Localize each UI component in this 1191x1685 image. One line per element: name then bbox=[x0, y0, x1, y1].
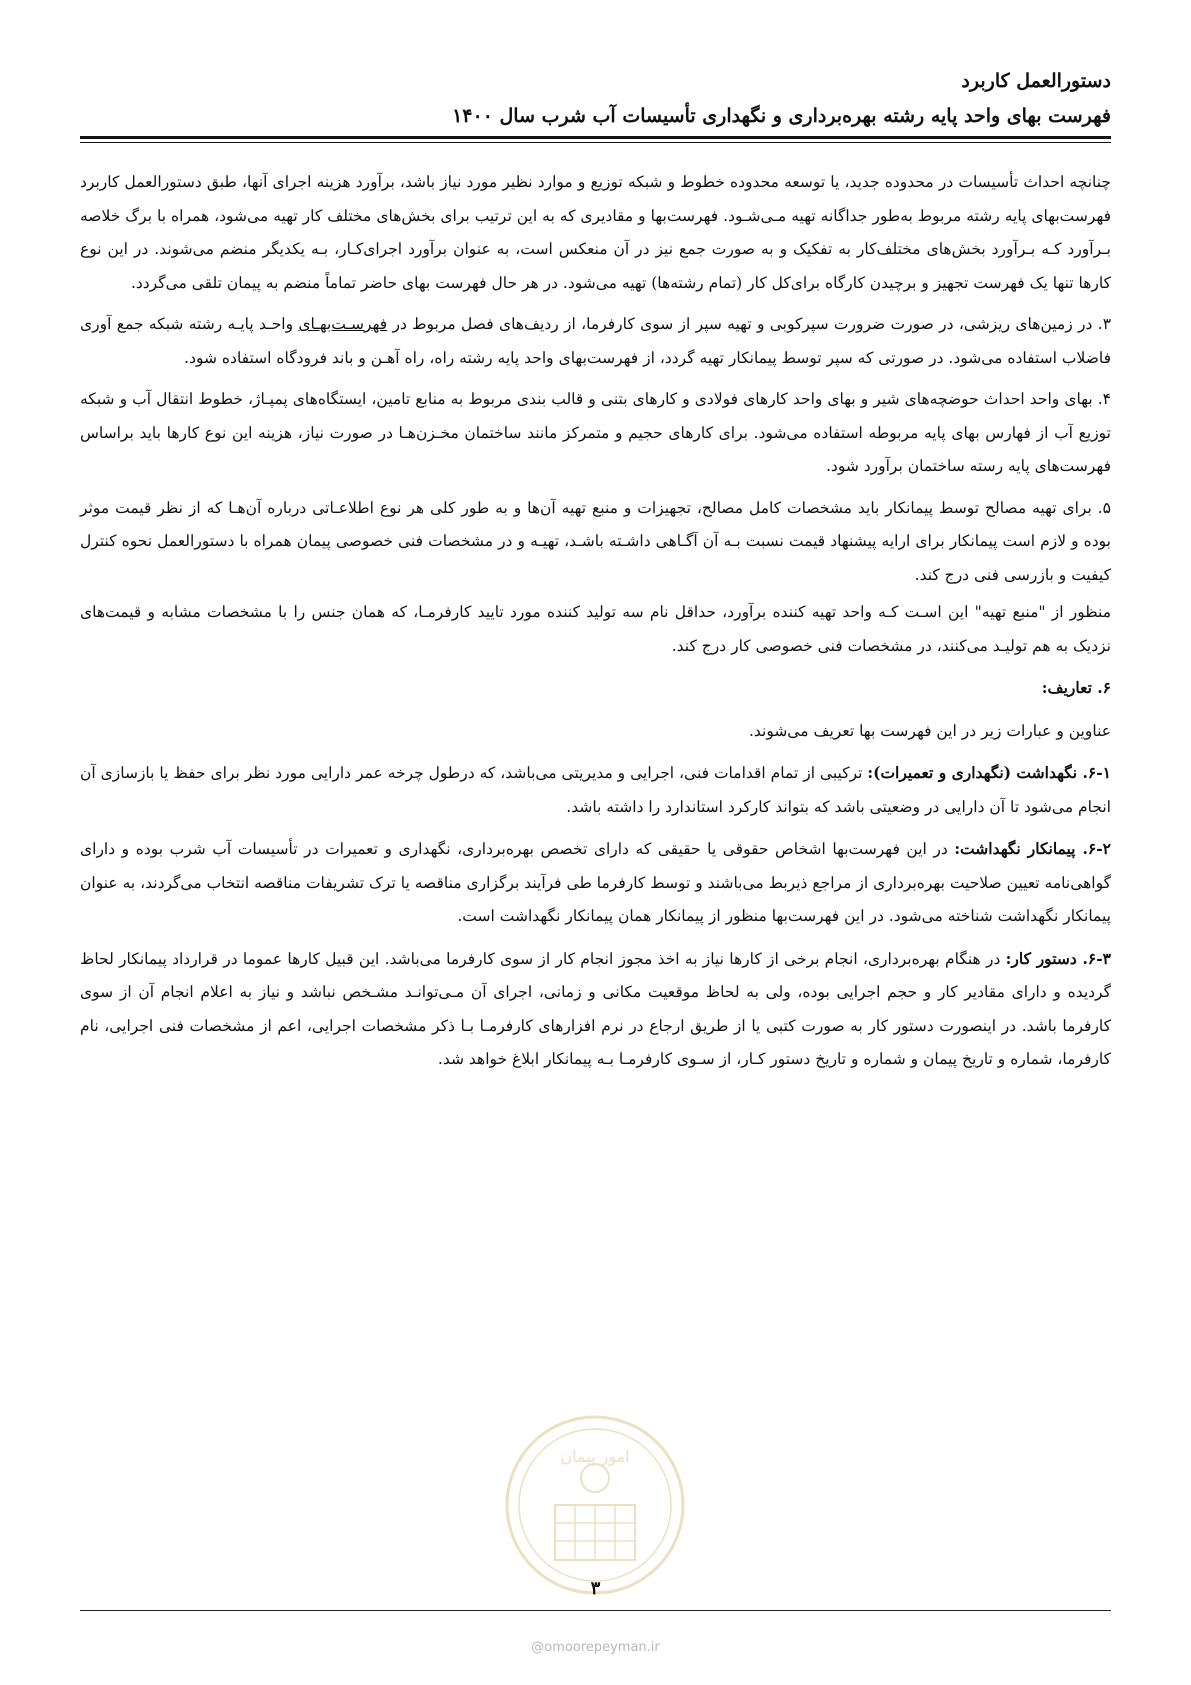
body-text bbox=[80, 166, 1111, 1085]
header-subtitle: فهرست بهای واحد پایه رشته بهره‌برداری و نگهداری تأسیسات آب شرب سال ۱۴۰۰ bbox=[452, 105, 1111, 127]
watermark-seal-logo bbox=[500, 1410, 690, 1600]
header-title: دستورالعمل کاربرد bbox=[961, 70, 1111, 92]
watermark-url: @omoorepeyman.ir bbox=[531, 1640, 660, 1655]
paragraph-3-end: واحـد پایـه رشته شبکه جمع آوری فاضلاب استفاده می‌شود. در صورتی که سپر توسط پیمانکار تهیه گردد، از فهرست‌بهای واحد پایه رشته راه، راه آهـن و باند فرودگاه استفاده شود. bbox=[80, 315, 1111, 367]
paragraph-1: چنانچه احداث تأسیسات در محدوده جدید، یا توسعه محدوده خطوط و شبکه توزیع و موارد نظیر مورد نیاز باشد، برآورد هزینه اجرای آنها، طبق دستورالعمل کاربرد فهرست‌بهای پایه رشته مربوط به‌طور جداگانه تهیه مـی‌شـود. فهرست‌بها و مقادیری که به این ترتیب برای بخش‌های مختلف کار تهیه می‌شود، همراه با برگ خلاصه بـرآورد کـه بـرآورد بخش‌های مختلف‌کار به تفکیک و به صورت جمع نیز در آن منعکس است، به عنوان برآورد اجرای‌کـار، بـه یکدیگر منضم می‌شوند. در این نوع کارها تنها یک فهرست تجهیز و برچیدن کارگاه برای‌کل کار (تمام رشته‌ها) تهیه می‌شود. در هر حال فهرست بهای حاضر تماماً منضم به پیمان تلقی می‌گردد. bbox=[80, 173, 1111, 292]
price-list-link: فهرسـت‌بهـای bbox=[298, 315, 388, 333]
watermark-seal-text: امور پیمان bbox=[560, 1447, 630, 1466]
paragraph-5-note: منظور از "منبع تهیه" این اسـت کـه واحد تهیه کننده برآورد، حداقل نام سه تولید کننده مورد تایید کارفرمـا، که همان جنس را با مشخصات مشابه و قیمت‌های نزدیک به هم تولیـد می‌کنند، در مشخصات فنی خصوصی کار درج کند. bbox=[80, 603, 1111, 655]
definition-6-1-term: ۶-۱. نگهداشت (نگهداری و تعمیرات): bbox=[867, 763, 1111, 782]
definition-6-3 bbox=[80, 942, 1111, 1077]
definitions-intro: عناوین و عبارات زیر در این فهرست بها تعریف می‌شوند. bbox=[748, 721, 1111, 740]
definition-6-2-text: در این فهرست‌بها اشخاص حقوقی یا حقیقی که دارای تخصص بهره‌برداری، نگهداری و تعمیرات در تأسیسات آب شرب بوده و دارای گواهی‌نامه تعیین صلاحیت بهره‌برداری از مراجع ذیربط می‌باشند و توسط کارفرما طی فرآیند برگزاری مناقصه یا ترک تشریفات مناقصه انتخاب می‌گردند، به عنوان پیمانکار نگهداشت شناخته می‌شود. در این فهرست‌بها منظور از پیمانکار همان پیمانکار نگهداشت است. bbox=[80, 840, 1111, 925]
footer-rule bbox=[80, 1610, 1111, 1611]
paragraph-4: ۴. بهای واحد احداث حوضچه‌های شیر و بهای واحد کارهای فولادی و کارهای بتنی و قالب بندی مربوط به منابع تامین، ایستگاه‌های پمپـاژ، خطوط انتقال آب و شبکه توزیع آب از فهارس بهای پایه مربوطه استفاده می‌شود. برای کارهای حجیم و متمرکز مانند ساختمان مخـزن‌هـا در صورت نیاز، هزینه این نوع کارها باید براساس فهرست‌های پایه رسته ساختمان برآورد شود. bbox=[80, 390, 1111, 475]
header-rule-thin bbox=[80, 142, 1111, 143]
paragraph-3 bbox=[80, 308, 1111, 375]
definition-6-2 bbox=[80, 832, 1111, 934]
definition-6-1-text: ترکیبی از تمام اقدامات فنی، اجرایی و مدیریتی می‌باشد، که درطول چرخه عمر دارایی مورد نظر برای حفظ یا بازسازی آن انجام می‌شود تا آن دارایی در وضعیتی باشد که بتواند کارکرد استاندارد را داشته باشد. bbox=[80, 764, 1111, 816]
paragraph-5: ۵. برای تهیه مصالح توسط پیمانکار باید مشخصات کامل مصالح، تجهیزات و منبع تهیه آن‌ها و به طور کلی هر نوع اطلاعـاتی درباره آن‌هـا که از نظر قیمت موثر بوده و لازم است پیمانکار برای ارایه پیشنهاد قیمت نسبت بـه آن آگـاهی داشـته باشـد، تهیـه و در مشخصات فنی خصوصی پیمان همراه با دستورالعمل نحوه کنترل کیفیت و بازرسی فنی درج کند. bbox=[80, 498, 1111, 584]
definitions-heading: ۶. تعاریف: bbox=[1041, 678, 1111, 697]
definition-6-3-text: در هنگام بهره‌برداری، انجام برخی از کارها نیاز به اخذ مجوز انجام کار از سوی کارفرما می‌باشد. این قبیل کارها عموما در قرارداد پیمانکار لحاظ گردیده و دارای مقادیر کار و حجم اجرایی بوده، ولی به لحاظ موقعیت مکانی و زمانی، اجرای آن مـی‌توانـد مشـخص نباشد و نیاز به اعلام انجام آن از سوی کارفرما باشد. در اینصورت دستور کار به صورت کتبی یا از طریق ارجاع در نرم افزارهای کارفرمـا بـا ذکر مشخصات اجرایی، اعم از مشخصات فنی اجرایی، نام کارفرما، شماره و تاریخ پیمان و شماره و تاریخ دستور کـار، از سـوی کارفرمـا بـه پیمانکار ابلاغ خواهد شد. bbox=[80, 949, 1111, 1068]
definition-6-2-term: ۶-۲. پیمانکار نگهداشت: bbox=[954, 839, 1112, 858]
page-header bbox=[80, 66, 1111, 134]
definition-6-1 bbox=[80, 756, 1111, 824]
header-rule-thick bbox=[80, 136, 1111, 139]
paragraph-3-start: ۳. در زمین‌های ریزشی، در صورت ضرورت سپرکوبی و تهیه سپر از سوی کارفرما، از ردیف‌های فصل مربوط در bbox=[387, 315, 1112, 333]
definition-6-3-term: ۶-۳. دستور کار: bbox=[1005, 948, 1111, 968]
page-number: ۳ bbox=[590, 1578, 601, 1599]
